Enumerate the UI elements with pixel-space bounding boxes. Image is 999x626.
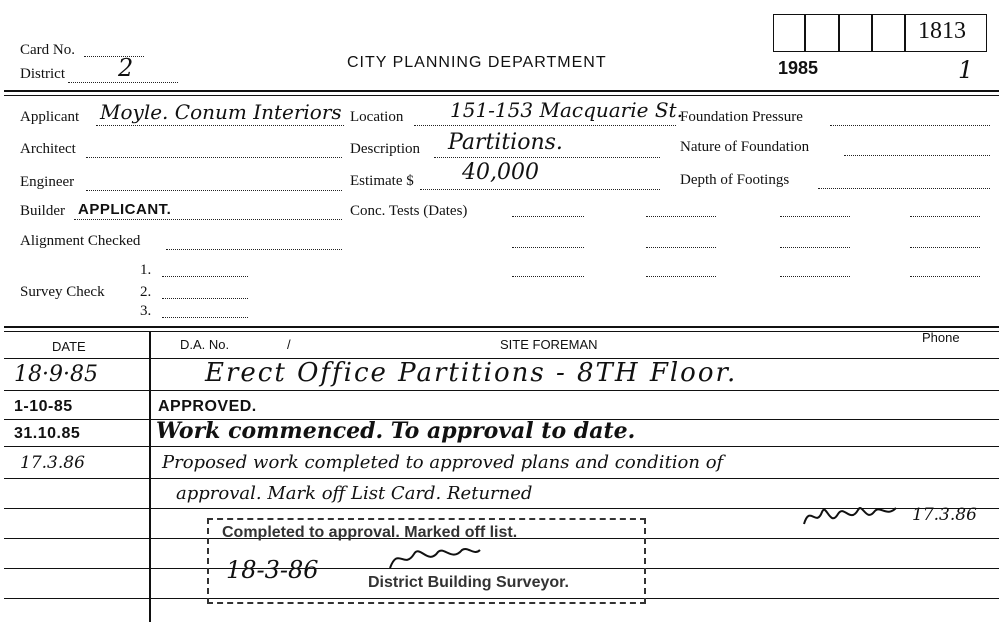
log-date-header: DATE (52, 339, 86, 354)
card-no-dots (84, 56, 144, 57)
district-dots (68, 82, 178, 83)
log-column-divider (149, 332, 151, 622)
entry-1-date: 18·9·85 (14, 362, 98, 387)
survey-3: 3. (140, 303, 152, 319)
conc-tests-label: Conc. Tests (Dates) (350, 203, 468, 219)
entry-5-text: approval. Mark off List Card. Returned (176, 483, 533, 504)
stamp-line-2: District Building Surveyor. (368, 574, 569, 591)
log-da-slash: / (287, 337, 291, 352)
page-title: CITY PLANNING DEPARTMENT (347, 54, 607, 71)
signature (800, 494, 910, 534)
location-label: Location (350, 109, 404, 125)
stamp-date: 18-3-86 (226, 556, 319, 584)
nature-foundation-label: Nature of Foundation (680, 139, 810, 155)
engineer-label: Engineer (20, 174, 75, 190)
stamp-signature (384, 540, 484, 576)
header-divider (4, 90, 999, 92)
survey-check-label: Survey Check (20, 284, 105, 300)
district-value: 2 (118, 54, 134, 82)
survey-2: 2. (140, 284, 152, 300)
entry-1-text: Erect Office Partitions - 8TH Floor. (205, 358, 738, 388)
applicant-label: Applicant (20, 109, 80, 125)
card-no-label: Card No. (20, 42, 75, 58)
log-phone-header: Phone (922, 330, 960, 345)
survey-1: 1. (140, 262, 152, 278)
estimate-value: 40,000 (462, 160, 539, 185)
architect-label: Architect (20, 141, 76, 157)
depth-footings-label: Depth of Footings (680, 172, 790, 188)
card-suffix: 1 (958, 56, 974, 84)
log-divider (4, 326, 999, 328)
description-value: Partitions. (448, 130, 563, 155)
entry-3-date: 31.10.85 (14, 425, 81, 442)
stamp-line-1: Completed to approval. Marked off list. (222, 524, 518, 541)
estimate-label: Estimate $ (350, 173, 414, 189)
entry-2-date: 1-10-85 (14, 398, 73, 415)
log-da-no-header: D.A. No. (180, 337, 230, 352)
year: 1985 (778, 58, 819, 78)
log-site-foreman-header: SITE FOREMAN (500, 337, 598, 352)
alignment-label: Alignment Checked (20, 233, 141, 249)
district-label: District (20, 66, 65, 82)
foundation-pressure-label: Foundation Pressure (680, 109, 803, 125)
entry-2-text: APPROVED. (158, 398, 257, 415)
entry-4-date: 17.3.86 (20, 453, 85, 473)
location-value: 151-153 Macquarie St. (450, 98, 683, 122)
applicant-value: Moyle. Conum Interiors (100, 100, 342, 124)
builder-value: APPLICANT. (78, 201, 172, 218)
signoff-date: 17.3.86 (912, 505, 977, 525)
entry-3-text: Work commenced. To approval to date. (156, 418, 636, 444)
builder-label: Builder (20, 203, 65, 219)
description-label: Description (350, 141, 420, 157)
card-number: 1813 (918, 18, 966, 44)
entry-4-text: Proposed work completed to approved plans and condition of (162, 452, 724, 473)
